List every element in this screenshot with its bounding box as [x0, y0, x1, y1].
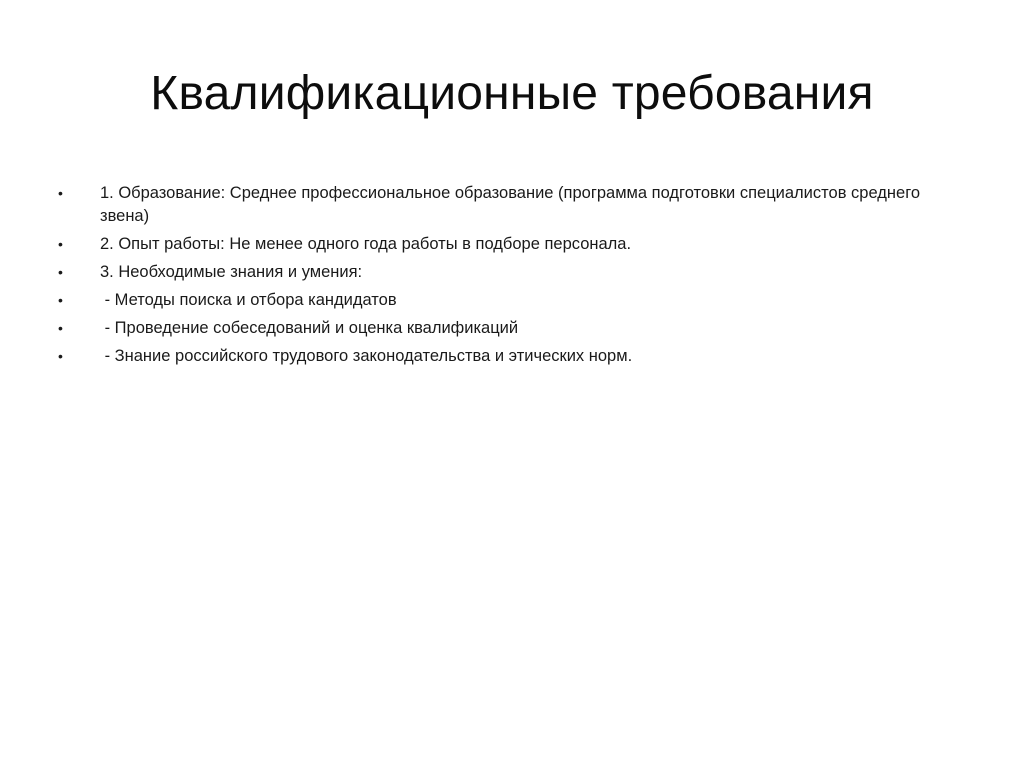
list-item [58, 182, 938, 228]
list-item-text: - Проведение собеседований и оценка квалификаций [100, 319, 519, 337]
bullet-dot-icon: • [58, 292, 63, 308]
bullet-dot-icon: • [58, 264, 63, 280]
list-item-text: 3. Необходимые знания и умения: [100, 263, 363, 281]
list-item [58, 261, 938, 284]
list-item [58, 289, 938, 312]
bullet-list [58, 182, 938, 373]
bullet-dot-icon: • [58, 185, 63, 201]
list-item-text: - Знание российского трудового законодательства и этических норм. [100, 347, 633, 365]
list-item-text: 1. Образование: Среднее профессиональное образование (программа подготовки специалистов среднего звена) [100, 184, 925, 225]
list-item [58, 345, 938, 368]
bullet-dot-icon: • [58, 320, 63, 336]
list-item [58, 233, 938, 256]
slide-title: Квалификационные требования [150, 67, 874, 120]
bullet-dot-icon: • [58, 348, 63, 364]
list-item-text: 2. Опыт работы: Не менее одного года работы в подборе персонала. [100, 235, 632, 253]
list-item [58, 317, 938, 340]
list-item-text: - Методы поиска и отбора кандидатов [100, 291, 397, 309]
bullet-dot-icon: • [58, 236, 63, 252]
